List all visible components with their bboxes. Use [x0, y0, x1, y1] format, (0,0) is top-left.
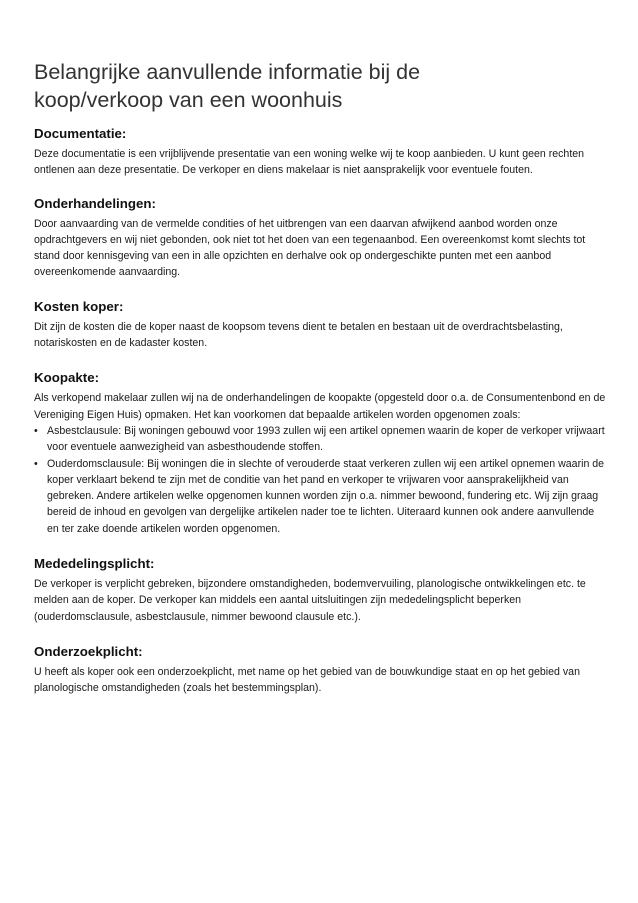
heading-onderzoekplicht: Onderzoekplicht:: [34, 643, 143, 659]
text-koopakte: Als verkopend makelaar zullen wij na de onderhandelingen de koopakte (opgesteld door o.a. de Consumentenbond en de Vereniging Eigen Huis) opmaken. Het kan voorkomen dat bepaalde artikelen worden opgenomen zoals:: [34, 392, 606, 421]
heading-mededelingsplicht: Mededelingsplicht:: [34, 556, 155, 572]
heading-documentatie: Documentatie:: [34, 126, 127, 141]
document-title: [34, 58, 608, 114]
bullet-icon: •: [34, 424, 38, 437]
bullet-icon: •: [34, 457, 38, 470]
title-line-1: Belangrijke aanvullende informatie bij de: [34, 60, 421, 84]
list-item: [34, 456, 608, 537]
section-koopakte: [34, 369, 608, 537]
heading-onderhandelingen: Onderhandelingen:: [34, 195, 156, 211]
heading-kosten-koper: Kosten koper:: [34, 298, 124, 314]
section-onderhandelingen: [34, 195, 608, 281]
section-onderzoekplicht: [34, 643, 608, 697]
text-kosten-koper: Dit zijn de kosten die de koper naast de koopsom tevens dient te betalen en bestaan uit de overdrachtsbelasting, notariskosten en de kadaster kosten.: [34, 320, 563, 350]
text-mededelingsplicht: De verkoper is verplicht gebreken, bijzondere omstandigheden, bodemvervuiling, planologische ontwikkelingen etc. te melden aan de koper. De verkoper kan middels een aantal uitsluitingen zijn mededelingsplicht beperken (ouderdomsclausule, asbestclausule, nimmer bewoond clausule etc.).: [34, 578, 586, 623]
list-item-text: Asbestclausule: Bij woningen gebouwd voor 1993 zullen wij een artikel opnemen waarin de koper de verkoper vrijwaart voor eventuele aanwezigheid van asbesthoudende stoffen.: [47, 424, 605, 454]
heading-koopakte: Koopakte:: [34, 370, 100, 386]
list-item-text: Ouderdomsclausule: Bij woningen die in slechte of verouderde staat verkeren zullen wij een artikel opnemen waarin de koper verklaart bekend te zijn met de conditie van het pand en verkoper te vrijwaren voor aansprakelijkheid van gebreken. Andere artikelen welke opgenomen kunnen worden zijn o.a. nimmer bewoond, fundering etc. Wij zijn graag bereid de inhoud en gevolgen van dergelijke artikelen nader toe te lichten. Uiteraard kunnen ook andere aanvullende en ter zake doende artikelen worden opgenomen.: [47, 457, 605, 535]
text-onderzoekplicht: U heeft als koper ook een onderzoekplicht, met name op het gebied van de bouwkundige staat en op het gebied van planologische omstandigheden (zoals het bestemmingsplan).: [34, 665, 580, 695]
text-onderhandelingen: Door aanvaarding van de vermelde condities of het uitbrengen van een daarvan afwijkend aanbod worden onze opdrachtgevers en wij niet gebonden, ook niet tot het doen van een tegenaanbod. Een overeenkomst komt slechts tot stand door kennisgeving van een in alle opzichten en derhalve ook op ondergeschikte punten met een aanbod overeenkomende aanvaarding.: [34, 217, 586, 279]
text-documentatie: Deze documentatie is een vrijblijvende presentatie van een woning welke wij te koop aanbieden. U kunt geen rechten ontlenen aan deze presentatie. De verkoper en diens makelaar is niet aansprakelijk voor eventuele fouten.: [34, 148, 585, 177]
koopakte-clause-list: [34, 423, 608, 537]
document-page: [34, 58, 608, 697]
list-item: [34, 423, 608, 456]
section-documentatie: [34, 125, 608, 179]
section-mededelingsplicht: [34, 555, 608, 625]
section-kosten-koper: [34, 298, 608, 352]
title-line-2: koop/verkoop van een woonhuis: [34, 88, 343, 112]
